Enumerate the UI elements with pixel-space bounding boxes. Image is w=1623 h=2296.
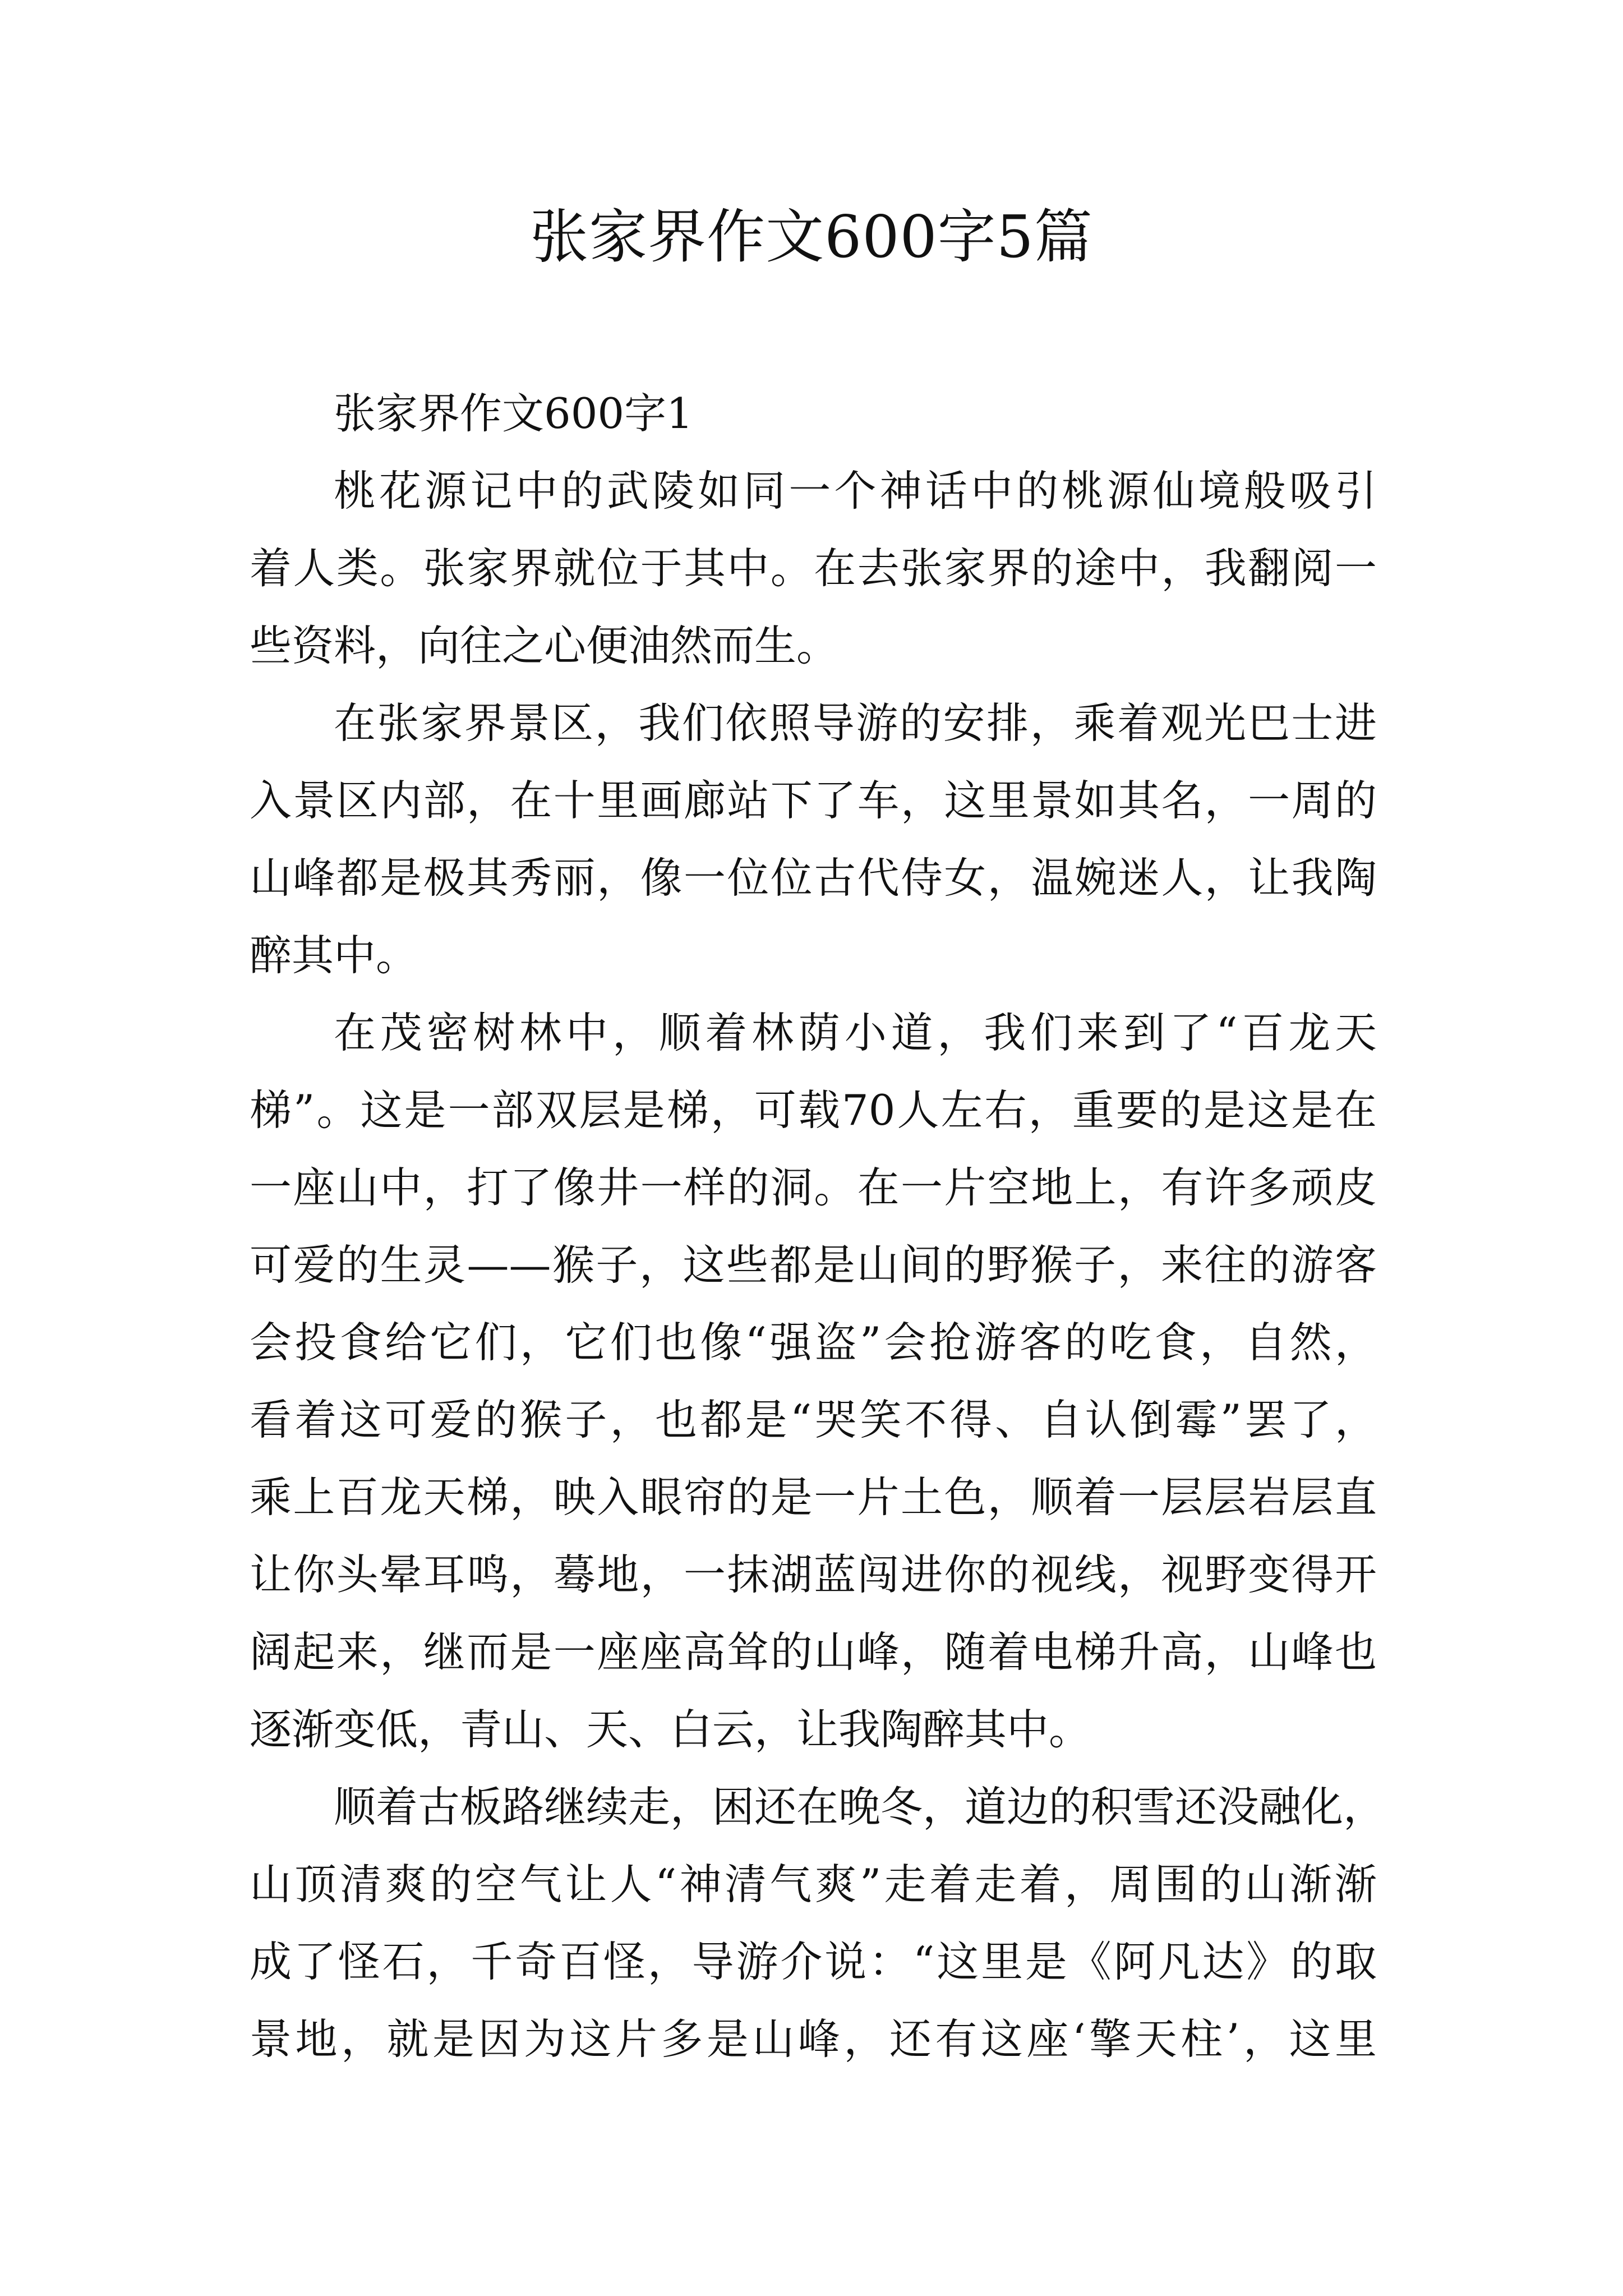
document-title: 张家界作文600字5篇 — [530, 203, 1093, 271]
paragraph-line: 山峰都是极其秀丽，像一位位古代侍女，温婉迷人，让我陶 — [250, 853, 1377, 903]
paragraph-line: 会投食给它们，它们也像“强盗”会抢游客的吃食，自然， — [250, 1318, 1377, 1367]
paragraph-line: 入景区内部，在十里画廊站下了车，这里景如其名，一周的 — [250, 776, 1377, 825]
paragraph-line: 顺着古板路继续走，困还在晚冬，道边的积雪还没融化， — [334, 1782, 1386, 1832]
paragraph-line: 阔起来，继而是一座座高耸的山峰，随着电梯升高，山峰也 — [250, 1627, 1377, 1677]
document-body — [250, 375, 1386, 2078]
paragraph-line: 乘上百龙天梯，映入眼帘的是一片土色，顺着一层层岩层直 — [250, 1473, 1377, 1522]
paragraph-line: 看着这可爱的猴子，也都是“哭笑不得、自认倒霉”罢了， — [250, 1395, 1377, 1444]
paragraph-line: 桃花源记中的武陵如同一个神话中的桃源仙境般吸引 — [334, 466, 1377, 516]
paragraph-line: 醉其中。 — [250, 931, 418, 980]
paragraph-line: 山顶清爽的空气让人“神清气爽”走着走着，周围的山渐渐 — [250, 1860, 1377, 1909]
paragraph-line: 景地，就是因为这片多是山峰，还有这座‘擎天柱’，这里 — [250, 2014, 1377, 2064]
paragraph-line: 逐渐变低，青山、天、白云，让我陶醉其中。 — [250, 1705, 1091, 1754]
paragraph-line: 让你头晕耳鸣，蓦地，一抹湖蓝闯进你的视线，视野变得开 — [250, 1550, 1377, 1599]
paragraph-line: 一座山中，打了像井一样的洞。在一片空地上，有许多顽皮 — [250, 1163, 1377, 1212]
paragraph-line: 着人类。张家界就位于其中。在去张家界的途中，我翻阅一 — [250, 544, 1377, 593]
section-heading: 张家界作文600字1 — [334, 389, 693, 438]
paragraph-line: 在张家界景区，我们依照导游的安排，乘着观光巴士进 — [334, 698, 1377, 748]
paragraph-line: 成了怪石，千奇百怪，导游介说：“这里是《阿凡达》的取 — [250, 1937, 1377, 1986]
paragraph-line: 些资料，向往之心便油然而生。 — [250, 621, 839, 670]
paragraph-line: 可爱的生灵——猴子，这些都是山间的野猴子，来往的游客 — [250, 1240, 1377, 1290]
paragraph-line: 梯”。这是一部双层是梯，可载70人左右，重要的是这是在 — [250, 1085, 1377, 1135]
paragraph-line: 在茂密树林中，顺着林荫小道，我们来到了“百龙天 — [334, 1008, 1377, 1057]
